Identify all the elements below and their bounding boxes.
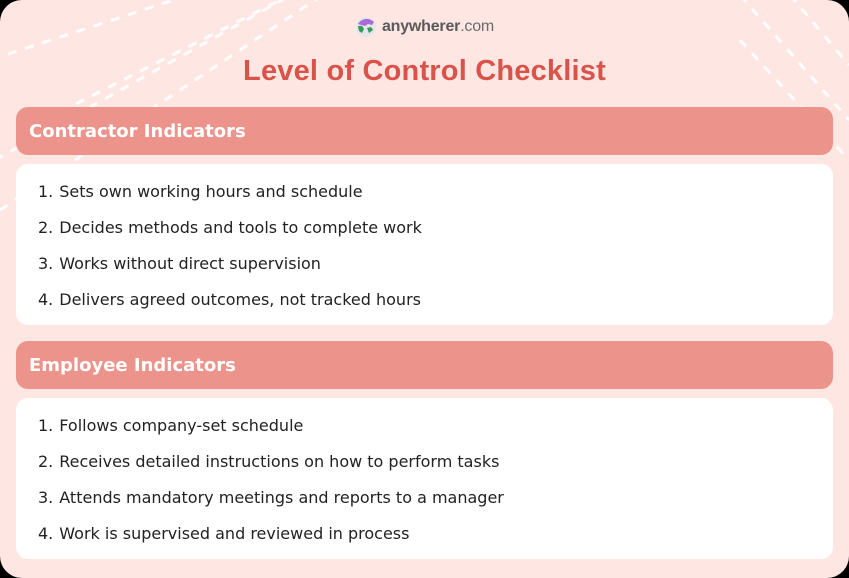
brand-logo [0,16,849,38]
list-item: 3. Works without direct supervision [38,254,321,273]
list-item: 1. Sets own working hours and schedule [38,182,363,201]
list-item: 3. Attends mandatory meetings and reports to a manager [38,488,504,507]
contractor-indicators-list [16,164,833,325]
brand-name: anywherer.com [381,18,495,35]
list-item: 2. Receives detailed instructions on how to perform tasks [38,452,500,471]
list-item: 1. Follows company-set schedule [38,416,304,435]
section-header-contractor [16,107,833,155]
section-heading: Contractor Indicators [29,120,246,142]
list-item: 2. Decides methods and tools to complete work [38,218,422,237]
page-title: Level of Control Checklist [243,55,606,87]
section-header-employee [16,341,833,389]
list-item: 4. Delivers agreed outcomes, not tracked hours [38,290,421,309]
section-heading: Employee Indicators [29,354,236,376]
list-item: 4. Work is supervised and reviewed in process [38,524,410,543]
globe-icon [355,16,377,38]
employee-indicators-list [16,398,833,559]
